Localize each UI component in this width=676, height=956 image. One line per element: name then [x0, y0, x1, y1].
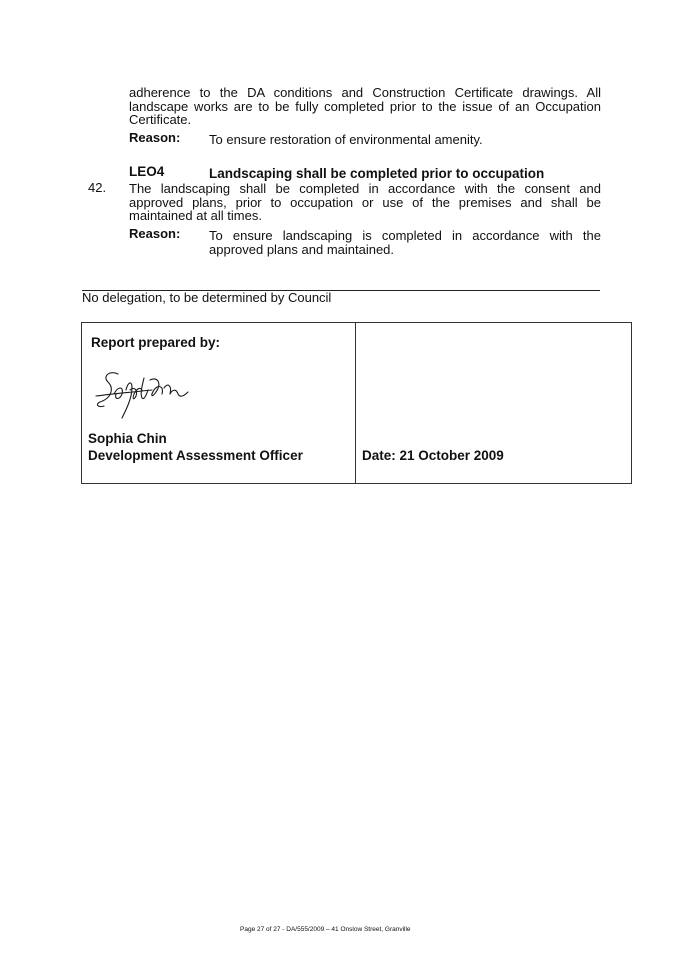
condition-42-reason-label: Reason:	[129, 226, 181, 241]
delegation-note: No delegation, to be determined by Council	[82, 290, 332, 305]
officer-position: Development Assessment Officer	[88, 448, 303, 463]
prepared-by-label: Report prepared by:	[91, 335, 221, 350]
condition-42-text: The landscaping shall be completed in accordance with the consent and approved plans, prior to occupation or use of the premises and shall be maintained at all times.	[129, 181, 601, 223]
signoff-box-divider	[355, 322, 356, 484]
condition-42-code: LEO4	[129, 164, 165, 179]
condition-41-reason-text: To ensure restoration of environmental amenity.	[209, 132, 483, 147]
report-date: Date: 21 October 2009	[362, 448, 504, 463]
officer-name: Sophia Chin	[88, 431, 167, 446]
condition-42-title: Landscaping shall be completed prior to occupation	[209, 166, 545, 181]
condition-42-number: 42.	[88, 180, 107, 195]
condition-42-reason-text: To ensure landscaping is completed in accordance with the approved plans and maintained.	[209, 228, 601, 257]
condition-41-text: adherence to the DA conditions and Construction Certificate drawings. All landscape works are to be fully completed prior to the issue of an Occupation Certificate.	[129, 85, 601, 127]
page-footer: Page 27 of 27 - DA/555/2009 – 41 Onslow Street, Granville	[240, 926, 411, 933]
signature-image	[92, 368, 192, 424]
condition-41-reason-label: Reason:	[129, 130, 181, 145]
